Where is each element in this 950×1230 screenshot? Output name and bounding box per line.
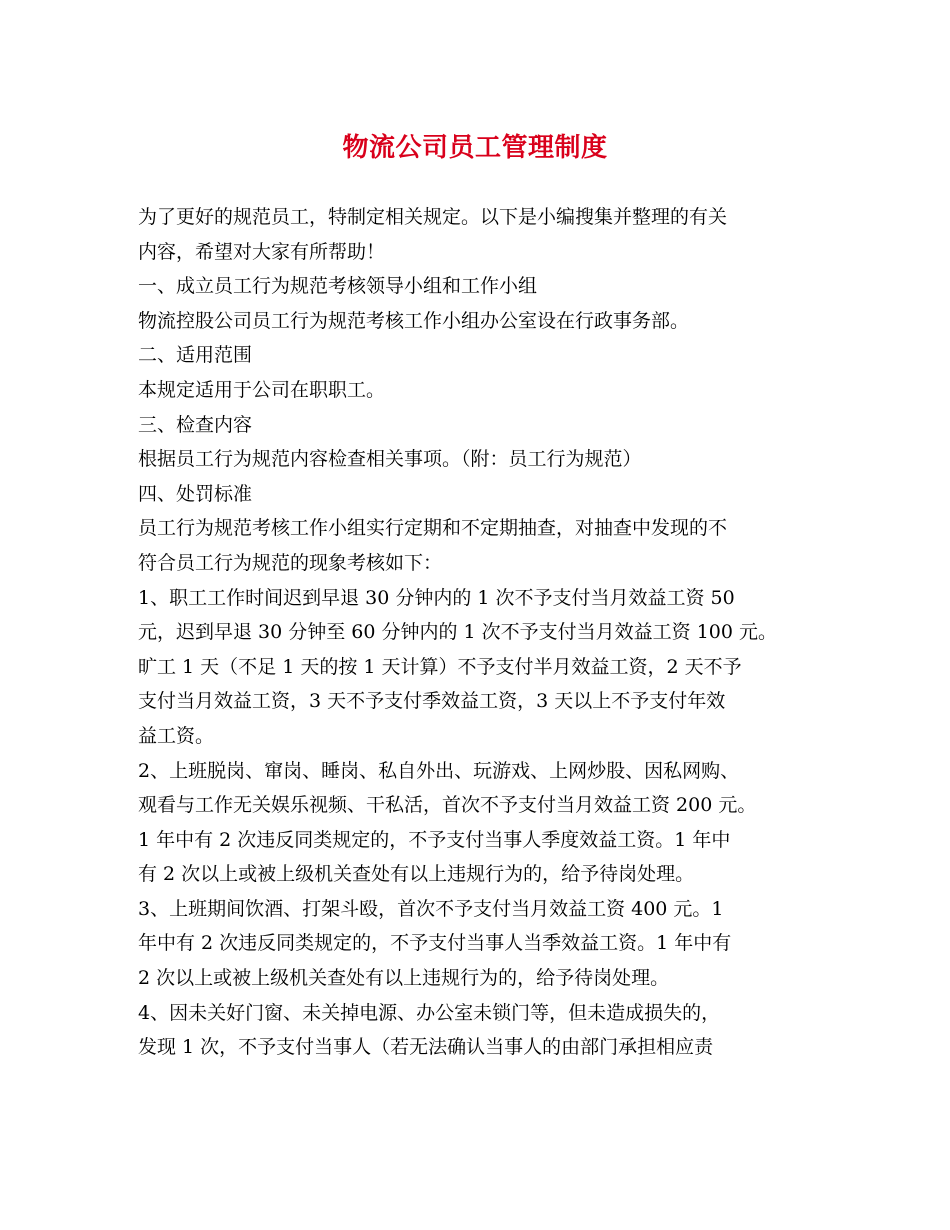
document-body xyxy=(138,200,818,1065)
list-item-2-line: 2、上班脱岗、窜岗、睡岗、私自外出、玩游戏、上网炒股、因私网购、 xyxy=(138,759,740,782)
list-item-2-line: 1 年中有 2 次违反同类规定的，不予支付当事人季度效益工资。1 年中 xyxy=(138,828,731,851)
section-heading-3: 三、检查内容 xyxy=(138,413,253,436)
list-item-3-line: 3、上班期间饮酒、打架斗殴，首次不予支付当月效益工资 400 元。1 xyxy=(138,897,724,920)
body-line: 本规定适用于公司在职职工。 xyxy=(138,378,386,401)
section-heading-4: 四、处罚标准 xyxy=(138,482,253,505)
list-item-1-line: 旷工 1 天（不足 1 天的按 1 天计算）不予支付半月效益工资，2 天不予 xyxy=(138,655,742,678)
list-item-2-line: 有 2 次以上或被上级机关查处有以上违规行为的，给予待岗处理。 xyxy=(138,863,695,886)
document-title: 物流公司员工管理制度 xyxy=(342,133,608,163)
body-line: 根据员工行为规范内容检查相关事项。（附：员工行为规范） xyxy=(138,448,642,471)
list-item-4-line: 4、因未关好门窗、未关掉电源、办公室未锁门等，但未造成损失的， xyxy=(138,1001,721,1024)
body-line: 员工行为规范考核工作小组实行定期和不定期抽查，对抽查中发现的不 xyxy=(138,517,728,540)
list-item-1-line: 益工资。 xyxy=(138,724,215,747)
list-item-3-line: 年中有 2 次违反同类规定的，不予支付当事人当季效益工资。1 年中有 xyxy=(138,932,732,955)
list-item-1-line: 元，迟到早退 30 分钟至 60 分钟内的 1 次不予支付当月效益工资 100 元。 xyxy=(138,621,778,644)
body-line: 符合员工行为规范的现象考核如下： xyxy=(138,551,443,574)
section-heading-2: 二、适用范围 xyxy=(138,344,253,367)
list-item-2-line: 观看与工作无关娱乐视频、干私活，首次不予支付当月效益工资 200 元。 xyxy=(138,794,757,817)
body-line: 为了更好的规范员工，特制定相关规定。以下是小编搜集并整理的有关 xyxy=(138,206,728,228)
body-line: 物流控股公司员工行为规范考核工作小组办公室设在行政事务部。 xyxy=(138,309,690,332)
list-item-4-line: 发现 1 次，不予支付当事人（若无法确认当事人的由部门承担相应责 xyxy=(138,1036,714,1059)
section-heading-1: 一、成立员工行为规范考核领导小组和工作小组 xyxy=(138,275,538,298)
body-line: 内容，希望对大家有所帮助！ xyxy=(138,240,386,263)
list-item-1-line: 1、职工工作时间迟到早退 30 分钟内的 1 次不予支付当月效益工资 50 xyxy=(138,586,735,609)
list-item-1-line: 支付当月效益工资，3 天不予支付季效益工资，3 天以上不予支付年效 xyxy=(138,690,726,713)
list-item-3-line: 2 次以上或被上级机关查处有以上违规行为的，给予待岗处理。 xyxy=(138,967,670,990)
